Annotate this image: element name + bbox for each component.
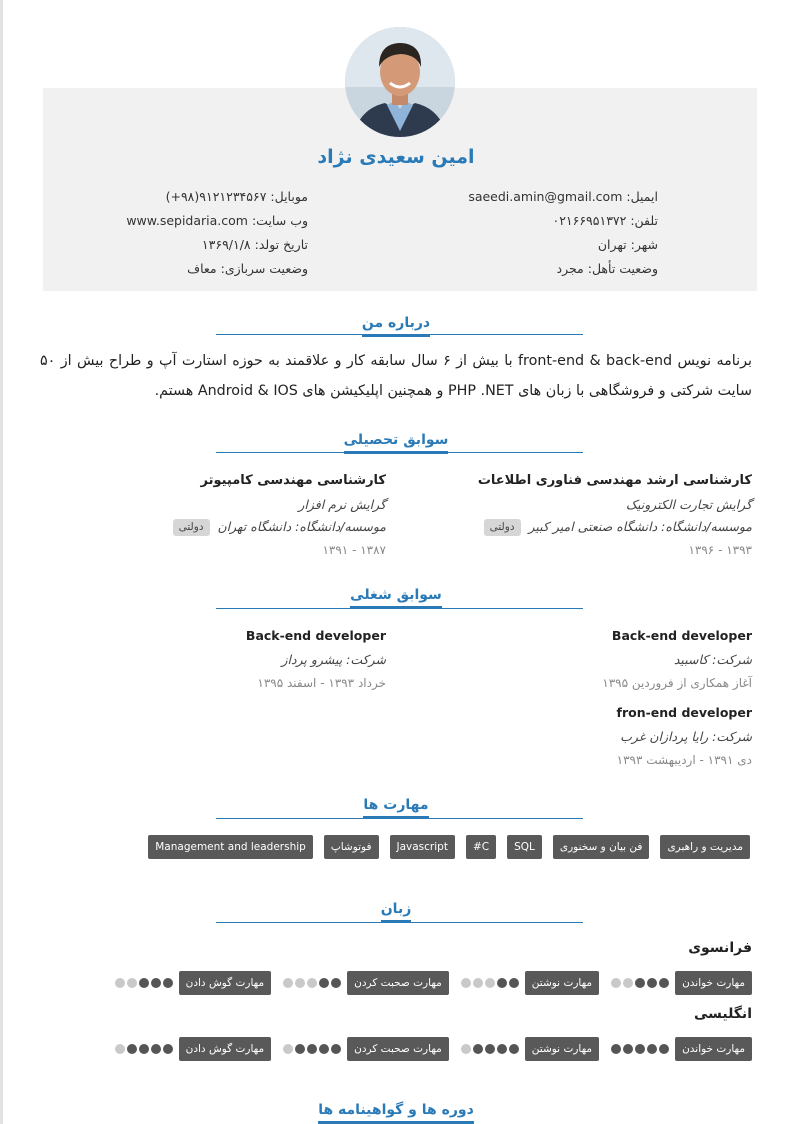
city-value: تهران <box>597 237 627 252</box>
skill-tag: فوتوشاپ <box>324 835 379 859</box>
job-role: fron-end developer <box>616 705 752 720</box>
language-skill-label: مهارت خواندن <box>675 1037 752 1061</box>
language-skill <box>461 1037 599 1061</box>
language-skill-label: مهارت گوش دادن <box>179 971 272 995</box>
person-photo-icon <box>345 27 455 137</box>
website-row <box>126 209 308 233</box>
language-skill-label: مهارت صحبت کردن <box>347 1037 449 1061</box>
skills-list <box>148 835 750 859</box>
institute-name: موسسه/دانشگاه: دانشگاه صنعتی امیر کبیر <box>528 519 752 534</box>
section-divider <box>216 334 583 335</box>
job-role: Back-end developer <box>611 628 752 643</box>
section-divider <box>216 452 583 453</box>
job-role: Back-end developer <box>245 628 386 643</box>
level-dot-filled <box>151 978 161 988</box>
language-name: فرانسوی <box>688 940 752 956</box>
skill-tag: مدیریت و راهبری <box>660 835 750 859</box>
info-label: ایمیل: <box>626 189 658 204</box>
section-divider <box>216 608 583 609</box>
info-label: وضعیت تأهل: <box>587 261 658 276</box>
marital-row <box>468 257 658 281</box>
level-dot-empty <box>485 978 495 988</box>
skill-level-dots <box>283 1044 341 1054</box>
language-skill-label: مهارت خواندن <box>675 971 752 995</box>
level-dot-empty <box>127 978 137 988</box>
level-dot-filled <box>623 1044 633 1054</box>
language-skill-label: مهارت گوش دادن <box>179 1037 272 1061</box>
degree-field: گرایش نرم افزار <box>298 497 386 512</box>
skill-level-dots <box>115 978 173 988</box>
job-period: دی ۱۳۹۱ - اردیبهشت ۱۳۹۳ <box>616 753 752 767</box>
language-skill <box>461 971 599 995</box>
level-dot-filled <box>647 978 657 988</box>
full-name: امین سعیدی نژاد <box>317 146 475 168</box>
language-name: انگلیسی <box>693 1006 752 1022</box>
level-dot-filled <box>647 1044 657 1054</box>
language-skill <box>283 1037 449 1061</box>
level-dot-empty <box>461 978 471 988</box>
about-text: برنامه نویس front-end & back-end با بیش از ۶ سال سابقه کار و علاقمند به حوزه استارت آپ و طراح بیش از ۵۰ سایت شرکتی و فروشگاهی با زبان های PHP .NET و همچنین اپلیکیشن های Android & IOS هستم. <box>40 353 752 399</box>
contact-info-right <box>468 185 658 281</box>
info-label: تلفن: <box>630 213 658 228</box>
work-item <box>422 623 752 695</box>
level-dot-filled <box>509 1044 519 1054</box>
level-dot-filled <box>163 1044 173 1054</box>
section-heading: زبان <box>381 901 412 923</box>
info-label: وضعیت سربازی: <box>220 261 308 276</box>
status-badge: دولتی <box>173 519 210 536</box>
level-dot-empty <box>611 978 621 988</box>
status-badge: دولتی <box>484 519 521 536</box>
work-section-title <box>0 584 792 609</box>
work-item <box>422 700 752 772</box>
level-dot-filled <box>139 978 149 988</box>
level-dot-filled <box>497 978 507 988</box>
skill-tag: Javascript <box>390 835 455 859</box>
level-dot-filled <box>151 1044 161 1054</box>
job-company: شرکت: پیشرو پرداز <box>281 652 386 667</box>
language-skill <box>283 971 449 995</box>
skill-tag: SQL <box>507 835 542 859</box>
marital-value: مجرد <box>556 261 584 276</box>
profile-photo <box>345 27 455 137</box>
level-dot-filled <box>473 1044 483 1054</box>
level-dot-filled <box>307 1044 317 1054</box>
institute-row <box>422 516 752 538</box>
skill-tag: C# <box>466 835 496 859</box>
section-divider <box>216 922 583 923</box>
website-link[interactable]: www.sepidaria.com <box>126 213 248 228</box>
language-skill-row <box>115 971 752 995</box>
level-dot-filled <box>295 1044 305 1054</box>
level-dot-filled <box>659 1044 669 1054</box>
work-item <box>56 623 386 695</box>
level-dot-filled <box>319 1044 329 1054</box>
section-heading: درباره من <box>362 315 430 337</box>
birthdate-row <box>126 233 308 257</box>
degree-years: ۱۳۸۷ - ۱۳۹۱ <box>322 543 386 557</box>
language-skill-label: مهارت نوشتن <box>525 1037 599 1061</box>
level-dot-filled <box>485 1044 495 1054</box>
contact-info-left <box>126 185 308 281</box>
languages-section-title <box>0 898 792 923</box>
info-label: وب سایت: <box>251 213 308 228</box>
level-dot-filled <box>331 1044 341 1054</box>
language-skill <box>115 971 272 995</box>
info-label: شهر: <box>630 237 658 252</box>
level-dot-filled <box>635 978 645 988</box>
skill-tag: فن بیان و سخنوری <box>553 835 650 859</box>
degree-title: کارشناسی ارشد مهندسی فناوری اطلاعات <box>477 473 752 488</box>
level-dot-empty <box>295 978 305 988</box>
education-section-title <box>0 429 792 454</box>
email-row <box>468 185 658 209</box>
language-skill <box>115 1037 272 1061</box>
skills-section-title <box>0 794 792 819</box>
city-row <box>468 233 658 257</box>
job-company: شرکت: کاسبید <box>673 652 752 667</box>
section-heading: سوابق تحصیلی <box>344 432 449 454</box>
military-value: معاف <box>187 261 217 276</box>
job-company: شرکت: رایا پردازان غرب <box>620 729 752 744</box>
level-dot-empty <box>307 978 317 988</box>
education-item <box>56 468 386 562</box>
phone-value: ۰۲۱۶۶۹۵۱۳۷۲ <box>552 213 627 228</box>
level-dot-empty <box>115 1044 125 1054</box>
level-dot-filled <box>163 978 173 988</box>
language-skill-label: مهارت صحبت کردن <box>347 971 449 995</box>
phone-row <box>468 209 658 233</box>
language-skill-label: مهارت نوشتن <box>525 971 599 995</box>
level-dot-filled <box>319 978 329 988</box>
institute-row <box>56 516 386 538</box>
section-heading: مهارت ها <box>363 797 428 819</box>
level-dot-filled <box>509 978 519 988</box>
skill-tag: Management and leadership <box>148 835 313 859</box>
job-period: خرداد ۱۳۹۳ - اسفند ۱۳۹۵ <box>257 676 386 690</box>
page-edge <box>0 0 3 1124</box>
courses-section-title <box>0 1099 792 1124</box>
mobile-row <box>126 185 308 209</box>
level-dot-filled <box>497 1044 507 1054</box>
level-dot-empty <box>473 978 483 988</box>
mobile-value: (+۹۸)۹۱۲۱۲۳۴۵۶۷ <box>165 189 267 204</box>
skill-level-dots <box>283 978 341 988</box>
level-dot-filled <box>331 978 341 988</box>
language-skill-row <box>115 1037 752 1061</box>
skill-level-dots <box>611 978 669 988</box>
institute-name: موسسه/دانشگاه: دانشگاه تهران <box>217 519 386 534</box>
email-value[interactable]: saeedi.amin@gmail.com <box>468 189 623 204</box>
level-dot-filled <box>127 1044 137 1054</box>
section-heading: سوابق شغلی <box>350 587 442 609</box>
degree-title: کارشناسی مهندسی کامپیوتر <box>200 473 386 488</box>
level-dot-empty <box>461 1044 471 1054</box>
info-label: موبایل: <box>270 189 308 204</box>
military-row <box>126 257 308 281</box>
level-dot-empty <box>115 978 125 988</box>
language-skill <box>611 1037 752 1061</box>
level-dot-empty <box>283 1044 293 1054</box>
section-divider <box>216 818 583 819</box>
education-item <box>422 468 752 562</box>
skill-level-dots <box>115 1044 173 1054</box>
level-dot-filled <box>139 1044 149 1054</box>
skill-level-dots <box>611 1044 669 1054</box>
info-label: تاریخ تولد: <box>254 237 308 252</box>
level-dot-filled <box>611 1044 621 1054</box>
level-dot-filled <box>635 1044 645 1054</box>
job-period: آغاز همکاری از فروردین ۱۳۹۵ <box>602 676 752 690</box>
section-heading: دوره ها و گواهینامه ها <box>318 1102 474 1124</box>
skill-level-dots <box>461 978 519 988</box>
degree-years: ۱۳۹۳ - ۱۳۹۶ <box>688 543 752 557</box>
level-dot-filled <box>659 978 669 988</box>
level-dot-empty <box>283 978 293 988</box>
language-skill <box>611 971 752 995</box>
level-dot-empty <box>623 978 633 988</box>
birthdate-value: ۱۳۶۹/۱/۸ <box>201 237 251 252</box>
skill-level-dots <box>461 1044 519 1054</box>
degree-field: گرایش تجارت الکترونیک <box>625 497 752 512</box>
